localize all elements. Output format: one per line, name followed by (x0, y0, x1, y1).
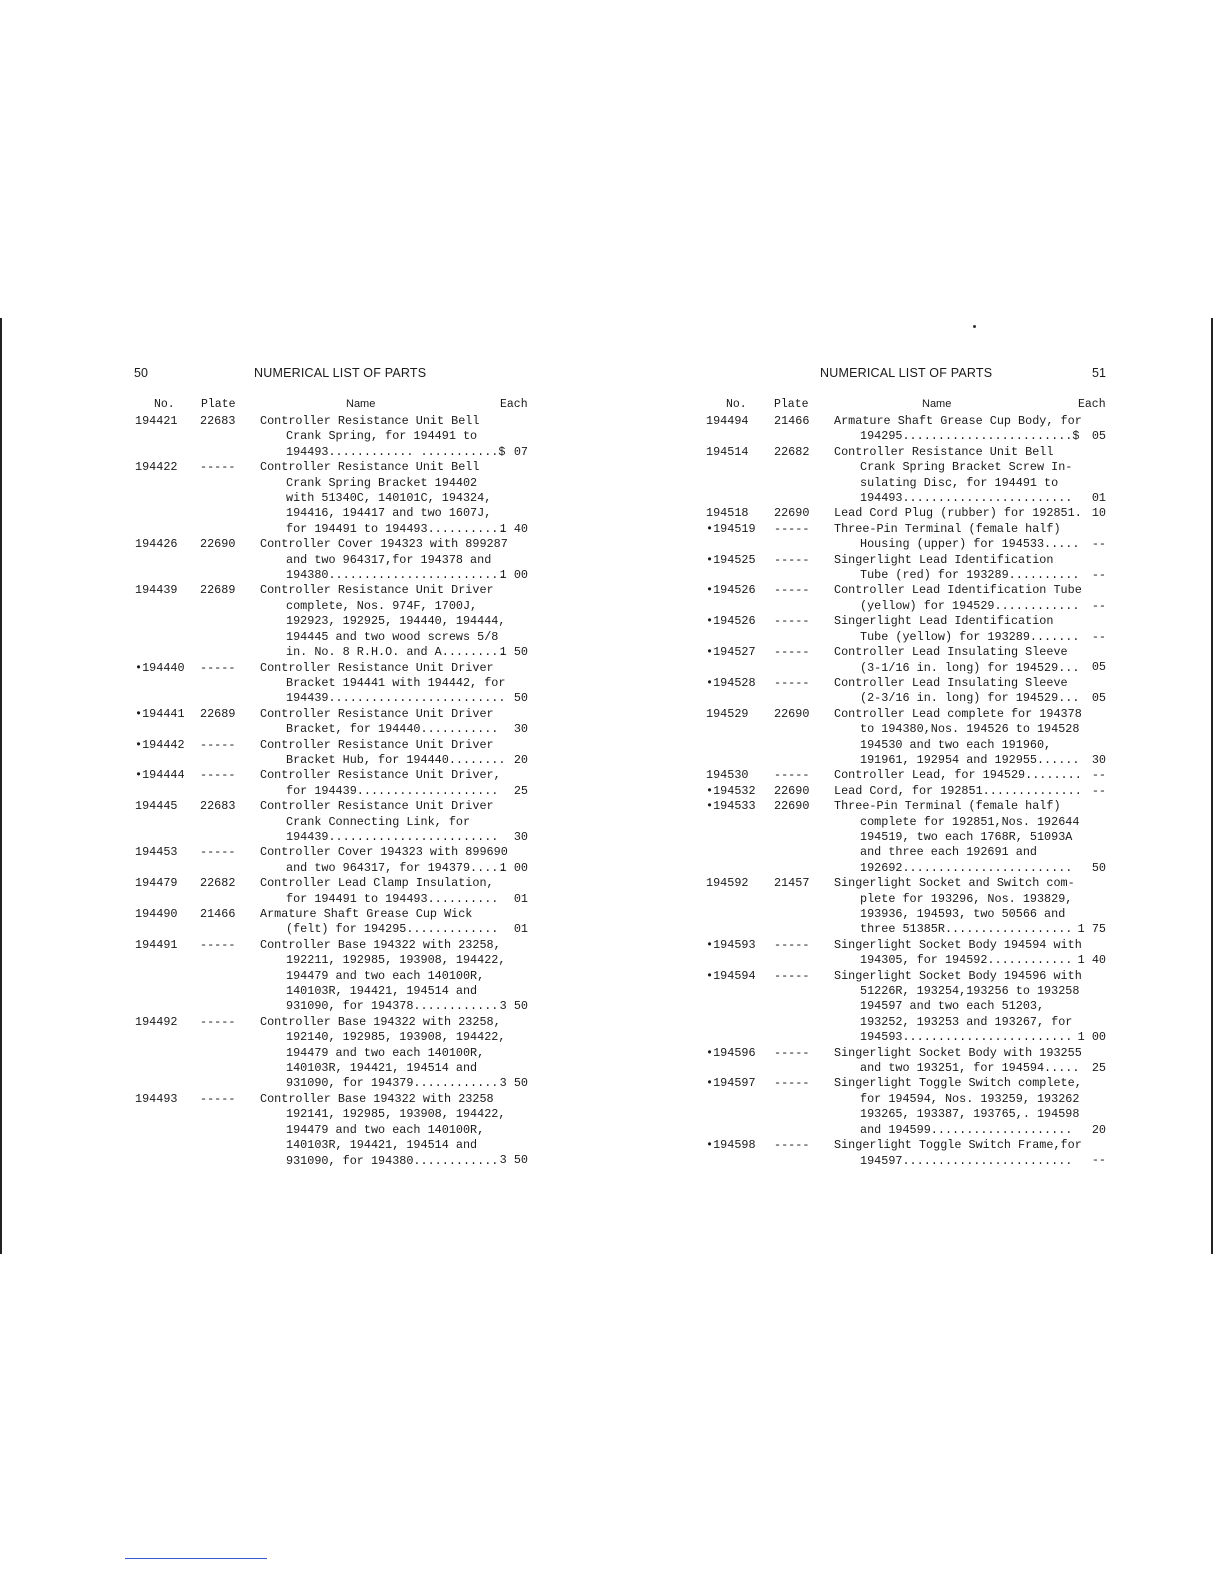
plate-number: 22683 (200, 414, 236, 428)
price-each: -- (1091, 598, 1106, 613)
plate-number: ----- (774, 1138, 810, 1153)
plate-number: 22690 (774, 506, 810, 521)
price-each: 07 (513, 444, 528, 459)
part-name-line: Crank Spring Bracket Screw In- (860, 460, 1073, 475)
part-row (700, 614, 1110, 645)
price-each: 05 (1091, 660, 1106, 675)
part-number: •194596 (706, 1045, 756, 1060)
part-row (130, 845, 530, 876)
part-name-line: Singerlight Socket Body with 193255 (834, 1045, 1082, 1060)
part-row (130, 707, 530, 738)
page-title: NUMERICAL LIST OF PARTS (254, 366, 427, 380)
scan-edge-right (1211, 318, 1213, 1254)
page-header (130, 366, 530, 388)
part-name-line: 194597........................ (860, 1153, 1073, 1168)
part-row (700, 583, 1110, 614)
part-number: •194444 (135, 768, 185, 783)
page-header (700, 366, 1110, 388)
part-number: 194453 (135, 845, 178, 860)
plate-number: ----- (774, 583, 810, 598)
part-name-line: Controller Lead complete for 194378 (834, 706, 1082, 721)
part-row (700, 707, 1110, 769)
part-row (700, 969, 1110, 1046)
plate-number: 22690 (774, 799, 810, 814)
part-number: 194493 (135, 1091, 178, 1106)
part-name-line: Armature Shaft Grease Cup Wick (260, 907, 473, 921)
part-name-line: 193252, 193253 and 193267, for (860, 1014, 1073, 1029)
part-name-line: and two 964317, for 194379..... (286, 860, 506, 875)
part-number: •194528 (706, 675, 756, 690)
price-each: 25 (1091, 1061, 1106, 1076)
part-name-line: 192211, 192985, 193908, 194422, (286, 953, 506, 968)
part-name-line: Armature Shaft Grease Cup Body, for (834, 414, 1082, 428)
part-number: 194491 (135, 937, 178, 952)
part-name-line: 194493........................ (860, 491, 1073, 506)
plate-number: ----- (774, 1076, 810, 1091)
column-headers (130, 398, 530, 414)
col-plate: Plate (201, 398, 236, 411)
part-number: 194422 (135, 460, 178, 475)
price-each: 01 (1091, 491, 1106, 505)
part-name-line: Controller Resistance Unit Driver (260, 660, 494, 675)
part-name-line: Three-Pin Terminal (female half) (834, 799, 1061, 814)
plate-number: ----- (774, 968, 810, 983)
part-row (700, 1076, 1110, 1138)
part-name-line: for 194491 to 194493.......... (286, 891, 499, 906)
part-name-line: complete, Nos. 974F, 1700J, (286, 598, 478, 613)
price-each: 05 (1091, 429, 1106, 444)
part-number: •194441 (135, 706, 185, 721)
part-name-line: 194519, two each 1768R, 51093A (860, 829, 1073, 844)
part-number: 194445 (135, 799, 178, 814)
part-number: 194592 (706, 876, 749, 891)
price-each: 3 50 (499, 999, 528, 1014)
price-each: 3 50 (499, 1076, 528, 1091)
part-name-line: Controller Lead Insulating Sleeve (834, 645, 1068, 660)
part-name-line: Bracket 194441 with 194442, for (286, 675, 506, 690)
plate-number: 22690 (774, 706, 810, 721)
part-name-line: Crank Spring Bracket 194402 (286, 475, 478, 490)
part-name-line: Singerlight Socket and Switch com- (834, 876, 1075, 891)
price-each: -- (1091, 537, 1106, 552)
plate-number: ----- (774, 768, 810, 783)
page-left (130, 366, 530, 1169)
part-name-line: Singerlight Toggle Switch complete, (834, 1076, 1082, 1091)
part-name-line: in. No. 8 R.H.O. and A......... (286, 645, 506, 660)
part-number: 194529 (706, 706, 749, 721)
plate-number: 22689 (200, 583, 236, 598)
price-each: 1 75 (1077, 922, 1106, 937)
part-name-line: Singerlight Socket Body 194594 with (834, 937, 1082, 952)
part-name-line: Controller Resistance Unit Bell (834, 444, 1054, 459)
part-name-line: Crank Spring, for 194491 to (286, 429, 478, 444)
part-name-line: Controller Resistance Unit Driver (260, 737, 494, 752)
price-each: -- (1091, 783, 1106, 798)
part-name-line: to 194380,Nos. 194526 to 194528 (860, 722, 1080, 737)
price-each: 05 (1091, 691, 1106, 706)
part-name-line: 194530 and two each 191960, (860, 737, 1052, 752)
part-row (130, 661, 530, 707)
price-each: -- (1091, 629, 1106, 644)
part-number: •194527 (706, 645, 756, 660)
part-name-line: 931090, for 194379............ (286, 1076, 499, 1091)
part-number: 194514 (706, 444, 749, 459)
part-name-line: 194305, for 194592............ (860, 953, 1073, 968)
part-name-line: for 194439.................... (286, 783, 499, 798)
price-each: -- (1091, 768, 1106, 783)
part-number: •194442 (135, 737, 185, 752)
part-row (700, 414, 1110, 445)
part-number: 194494 (706, 414, 749, 428)
col-no: No. (154, 398, 175, 411)
part-row (700, 676, 1110, 707)
plate-number: 21466 (774, 414, 810, 428)
part-name-line: 140103R, 194421, 194514 and (286, 984, 478, 999)
part-name-line: Controller Lead Insulating Sleeve (834, 675, 1068, 690)
part-row (700, 522, 1110, 553)
part-row (130, 583, 530, 660)
part-name-line: 194416, 194417 and two 1607J, (286, 506, 492, 521)
part-row (700, 506, 1110, 521)
plate-number: 22682 (774, 444, 810, 459)
price-each: 1 00 (499, 860, 528, 875)
part-number: •194533 (706, 799, 756, 814)
part-row (130, 1092, 530, 1169)
part-number: •194593 (706, 937, 756, 952)
price-each: 30 (1091, 752, 1106, 767)
plate-number: ----- (774, 552, 810, 567)
price-each: 1 40 (499, 521, 528, 536)
scan-speck (973, 325, 976, 328)
part-name-line: Three-Pin Terminal (female half) (834, 521, 1061, 536)
part-name-line: 51226R, 193254,193256 to 193258 (860, 984, 1080, 999)
price-each: -- (1091, 568, 1106, 583)
column-headers (700, 398, 1110, 414)
part-number: •194440 (135, 660, 185, 675)
col-name: Name (346, 398, 376, 410)
plate-number: ----- (200, 845, 236, 860)
price-each: -- (1091, 1153, 1106, 1168)
price-each: 20 (1091, 1122, 1106, 1137)
part-name-line: Bracket Hub, for 194440........ (286, 752, 506, 767)
part-name-line: Controller Resistance Unit Driver, (260, 768, 501, 783)
part-name-line: for 194491 to 194493........... (286, 521, 506, 536)
part-number: •194594 (706, 968, 756, 983)
price-each: 20 (513, 752, 528, 767)
plate-number: 21466 (200, 907, 236, 921)
part-number: •194525 (706, 552, 756, 567)
part-row (700, 1046, 1110, 1077)
part-number: 194518 (706, 506, 749, 521)
part-name-line: and three each 192691 and (860, 845, 1037, 860)
plate-number: ----- (200, 660, 236, 675)
part-number: •194597 (706, 1076, 756, 1091)
plate-number: ----- (200, 1091, 236, 1106)
scan-edge-left (0, 318, 2, 1254)
part-row (130, 876, 530, 907)
part-row (700, 799, 1110, 876)
part-name-line: 193265, 193387, 193765,. 194598 (860, 1107, 1080, 1122)
plate-number: 22690 (774, 783, 810, 798)
part-name-line: Controller Lead, for 194529........ (834, 768, 1082, 783)
part-number: 194421 (135, 414, 178, 428)
page-title: NUMERICAL LIST OF PARTS (820, 366, 993, 380)
part-row (130, 414, 530, 460)
part-name-line: Controller Resistance Unit Bell (260, 460, 480, 475)
plate-number: 22682 (200, 876, 236, 891)
part-row (130, 537, 530, 583)
part-number: •194598 (706, 1138, 756, 1153)
part-name-line: 194439......................... (286, 691, 506, 706)
part-name-line: Lead Cord Plug (rubber) for 192851. (834, 506, 1082, 521)
part-name-line: Controller Resistance Unit Bell (260, 414, 480, 428)
part-name-line: Controller Base 194322 with 23258, (260, 937, 501, 952)
price-each: 01 (513, 922, 528, 937)
part-name-line: 194493............ ...........$ (286, 444, 506, 459)
plate-number: ----- (200, 460, 236, 475)
part-name-line: and 194599.................... (860, 1122, 1073, 1137)
part-number: 194439 (135, 583, 178, 598)
col-each: Each (500, 398, 528, 411)
part-number: •194526 (706, 614, 756, 629)
parts-list (700, 414, 1110, 1169)
price-each: 25 (513, 783, 528, 798)
plate-number: ----- (200, 737, 236, 752)
page-right (700, 366, 1110, 1169)
part-name-line: Singerlight Socket Body 194596 with (834, 968, 1082, 983)
part-row (700, 876, 1110, 938)
part-name-line: Lead Cord, for 192851.............. (834, 783, 1082, 798)
part-name-line: 194479 and two each 140100R, (286, 1045, 485, 1060)
plate-number: ----- (774, 1045, 810, 1060)
part-name-line: plete for 193296, Nos. 193829, (860, 891, 1073, 906)
part-name-line: Crank Connecting Link, for (286, 814, 471, 829)
part-name-line: 194479 and two each 140100R, (286, 968, 485, 983)
footer-rule (125, 1558, 267, 1559)
part-name-line: Controller Cover 194323 with 899287 (260, 537, 508, 552)
part-number: 194479 (135, 876, 178, 891)
price-each: 50 (1091, 860, 1106, 875)
part-name-line: Controller Cover 194323 with 899690 (260, 845, 508, 860)
part-row (130, 1015, 530, 1092)
part-name-line: Controller Lead Identification Tube (834, 583, 1082, 598)
part-name-line: three 51385R.................. (860, 922, 1073, 937)
plate-number: ----- (200, 937, 236, 952)
plate-number: ----- (200, 768, 236, 783)
part-name-line: 140103R, 194421, 194514 and (286, 1138, 478, 1153)
part-row (130, 938, 530, 1015)
part-name-line: Tube (yellow) for 193289....... (860, 629, 1080, 644)
plate-number: ----- (774, 645, 810, 660)
price-each: 1 00 (1077, 1030, 1106, 1045)
part-number: •194532 (706, 783, 756, 798)
part-name-line: 192140, 192985, 193908, 194422, (286, 1030, 506, 1045)
part-name-line: Singerlight Lead Identification (834, 552, 1054, 567)
part-name-line: 194445 and two wood screws 5/8 (286, 629, 499, 644)
part-number: 194530 (706, 768, 749, 783)
part-row (700, 553, 1110, 584)
price-each: 3 50 (499, 1153, 528, 1168)
part-row (700, 938, 1110, 969)
part-name-line: Housing (upper) for 194533..... (860, 537, 1080, 552)
plate-number: ----- (774, 675, 810, 690)
part-number: 194492 (135, 1014, 178, 1029)
part-name-line: and two 193251, for 194594..... (860, 1061, 1080, 1076)
part-name-line: 194295........................$ (860, 429, 1080, 444)
part-name-line: Singerlight Lead Identification (834, 614, 1054, 629)
part-name-line: 191961, 192954 and 192955...... (860, 752, 1080, 767)
part-row (700, 784, 1110, 799)
part-number: 194426 (135, 537, 178, 552)
part-row (130, 768, 530, 799)
plate-number: 22690 (200, 537, 236, 552)
part-name-line: Singerlight Toggle Switch Frame,for (834, 1138, 1082, 1153)
part-row (700, 768, 1110, 783)
plate-number: ----- (774, 937, 810, 952)
price-each: 01 (513, 891, 528, 906)
plate-number: ----- (774, 614, 810, 629)
part-row (130, 799, 530, 845)
col-no: No. (726, 398, 747, 411)
part-row (130, 738, 530, 769)
price-each: 30 (513, 722, 528, 737)
part-number: •194519 (706, 521, 756, 536)
price-each: 1 00 (499, 568, 528, 583)
plate-number: 22683 (200, 799, 236, 814)
part-name-line: with 51340C, 140101C, 194324, (286, 491, 492, 506)
part-name-line: 194380......................... (286, 568, 506, 583)
col-plate: Plate (774, 398, 809, 411)
plate-number: 22689 (200, 706, 236, 721)
part-name-line: Controller Base 194322 with 23258 (260, 1091, 494, 1106)
part-number: 194490 (135, 907, 178, 921)
plate-number: ----- (200, 1014, 236, 1029)
part-name-line: (felt) for 194295............. (286, 922, 499, 937)
part-row (700, 1138, 1110, 1169)
price-each: 1 40 (1077, 953, 1106, 968)
part-name-line: Controller Resistance Unit Driver (260, 706, 494, 721)
part-name-line: 192923, 192925, 194440, 194444, (286, 614, 506, 629)
part-name-line: (3-1/16 in. long) for 194529... (860, 660, 1080, 675)
part-name-line: sulating Disc, for 194491 to (860, 475, 1059, 490)
part-row (700, 445, 1110, 507)
part-name-line: 192692........................ (860, 860, 1073, 875)
part-name-line: for 194594, Nos. 193259, 193262 (860, 1091, 1080, 1106)
part-name-line: Controller Base 194322 with 23258, (260, 1014, 501, 1029)
page-number: 50 (134, 366, 148, 380)
part-row (700, 645, 1110, 676)
part-name-line: Bracket, for 194440........... (286, 722, 499, 737)
plate-number: 21457 (774, 876, 810, 891)
part-name-line: 931090, for 194380............ (286, 1153, 499, 1168)
price-each: 30 (513, 829, 528, 844)
col-name: Name (922, 398, 952, 410)
part-name-line: 194479 and two each 140100R, (286, 1122, 485, 1137)
parts-list (130, 414, 530, 1169)
price-each: 1 50 (499, 645, 528, 660)
part-name-line: 194593........................ (860, 1030, 1073, 1045)
price-each: 10 (1091, 506, 1106, 521)
part-name-line: and two 964317,for 194378 and (286, 552, 492, 567)
plate-number: ----- (774, 521, 810, 536)
part-number: •194526 (706, 583, 756, 598)
price-each: 50 (513, 691, 528, 706)
part-name-line: complete for 192851,Nos. 192644 (860, 814, 1080, 829)
page-number: 51 (1092, 366, 1106, 380)
part-name-line: Tube (red) for 193289.......... (860, 568, 1080, 583)
part-name-line: 192141, 192985, 193908, 194422, (286, 1107, 506, 1122)
part-name-line: Controller Resistance Unit Driver (260, 799, 494, 814)
part-row (130, 907, 530, 938)
part-name-line: 931090, for 194378............ (286, 999, 499, 1014)
part-name-line: 194597 and two each 51203, (860, 999, 1045, 1014)
part-name-line: 193936, 194593, two 50566 and (860, 907, 1066, 921)
col-each: Each (1078, 398, 1106, 411)
part-name-line: Controller Lead Clamp Insulation, (260, 876, 494, 891)
part-name-line: Controller Resistance Unit Driver (260, 583, 494, 598)
part-name-line: 194439........................ (286, 829, 499, 844)
part-name-line: (2-3/16 in. long) for 194529... (860, 691, 1080, 706)
part-row (130, 460, 530, 537)
part-name-line: (yellow) for 194529............ (860, 598, 1080, 613)
part-name-line: 140103R, 194421, 194514 and (286, 1061, 478, 1076)
